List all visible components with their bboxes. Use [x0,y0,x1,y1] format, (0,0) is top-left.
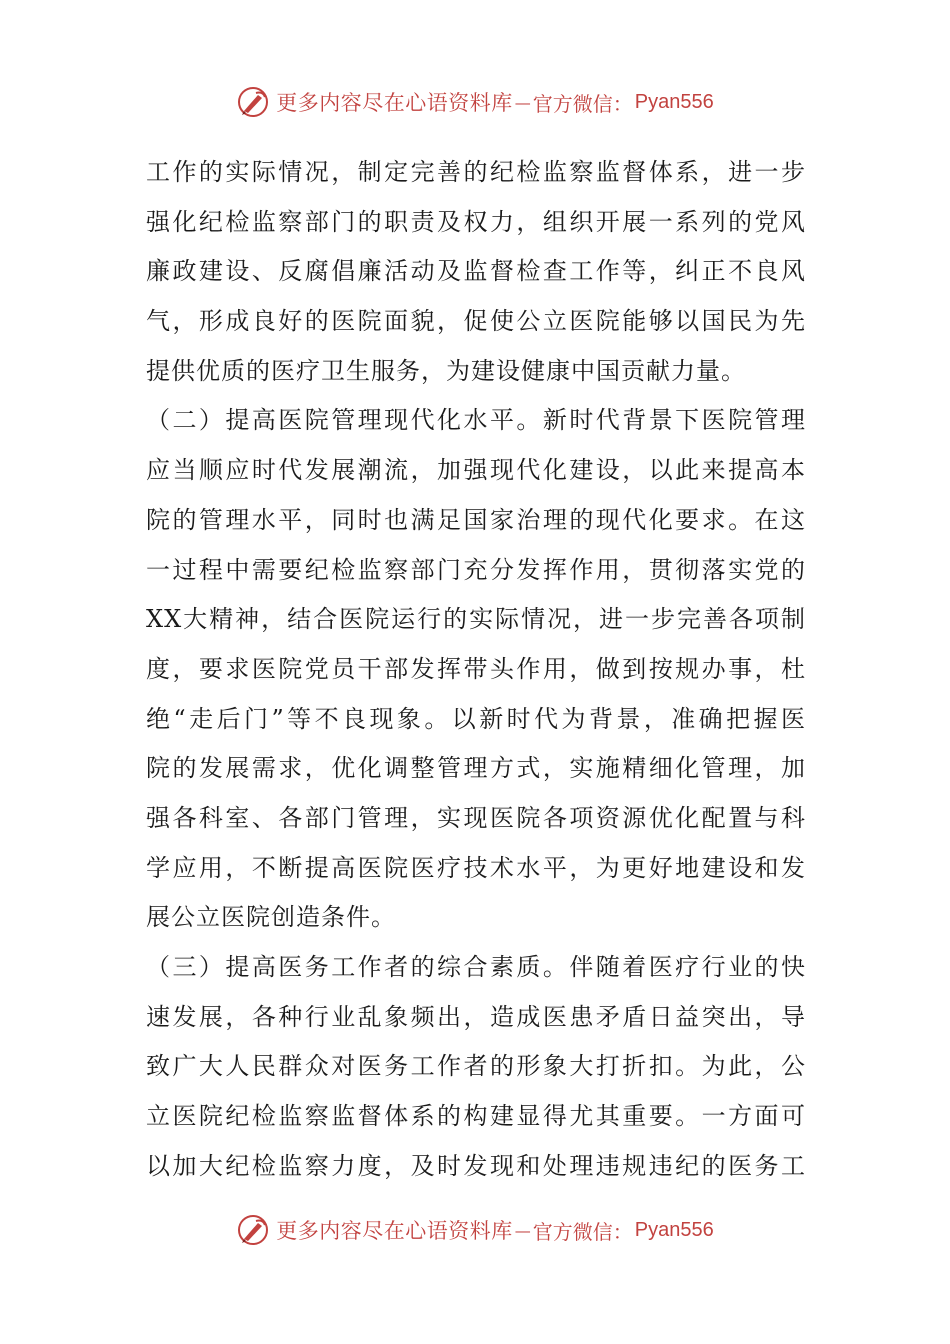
banner-text: 更多内容尽在心语资料库 [276,91,513,115]
banner-separator: — [514,1220,531,1240]
document-body [146,148,806,1191]
text-line: 立医院纪检监察监督体系的构建显得尤其重要。一方面可 [146,1102,806,1131]
text-line: 学应用，不断提高医院医疗技术水平，为更好地建设和发 [146,853,806,882]
text-line: 以加大纪检监察力度，及时发现和处理违规违纪的医务工 [146,1151,806,1180]
text-line: 工作的实际情况，制定完善的纪检监察监督体系，进一步 [146,158,806,186]
pen-logo-icon [236,1213,270,1247]
text-line: 速发展，各种行业乱象频出，造成医患矛盾日益突出，导 [146,1002,806,1031]
text-line: 提供优质的医疗卫生服务，为建设健康中国贡献力量。 [146,356,746,385]
text-line: （二）提高医院管理现代化水平。新时代背景下医院管理 [146,406,806,435]
text-line: 强化纪检监察部门的职责及权力，组织开展一系列的党风 [146,207,806,236]
banner-wechat-label: 官方微信： [532,1219,633,1244]
text-line: 气，形成良好的医院面貌，促使公立医院能够以国民为先 [146,307,806,336]
text-line: 强各科室、各部门管理，实现医院各项资源优化配置与科 [146,803,806,832]
text-line: （三）提高医务工作者的综合素质。伴随着医疗行业的快 [146,953,806,981]
text-line: 院的发展需求，优化调整管理方式，实施精细化管理，加 [146,754,806,783]
banner-separator: — [514,92,531,112]
footer-banner [0,1208,950,1252]
text-line: 一过程中需要纪检监察部门充分发挥作用，贯彻落实党的 [146,555,806,584]
banner-wechat-id: Pyan556 [634,1218,714,1241]
banner-wechat-label: 官方微信： [532,91,633,116]
banner-text: 更多内容尽在心语资料库 [276,1219,513,1243]
header-banner [0,80,950,124]
banner-group [236,1213,713,1247]
text-line: 展公立医院创造条件。 [146,903,396,932]
banner-group [236,85,713,119]
text-line: 致广大人民群众对医务工作者的形象大打折扣。为此，公 [146,1052,806,1081]
text-line: 度，要求医院党员干部发挥带头作用，做到按规办事，杜 [146,654,806,683]
pen-logo-icon [236,85,270,119]
banner-wechat-id: Pyan556 [634,90,714,113]
text-line: 绝“走后门”等不良现象。以新时代为背景，准确把握医 [146,704,806,733]
text-line: XX大精神，结合医院运行的实际情况，进一步完善各项制 [146,605,806,634]
text-line: 廉政建设、反腐倡廉活动及监督检查工作等，纠正不良风 [146,257,806,286]
text-line: 应当顺应时代发展潮流，加强现代化建设，以此来提高本 [146,456,806,485]
text-line: 院的管理水平，同时也满足国家治理的现代化要求。在这 [146,505,806,534]
